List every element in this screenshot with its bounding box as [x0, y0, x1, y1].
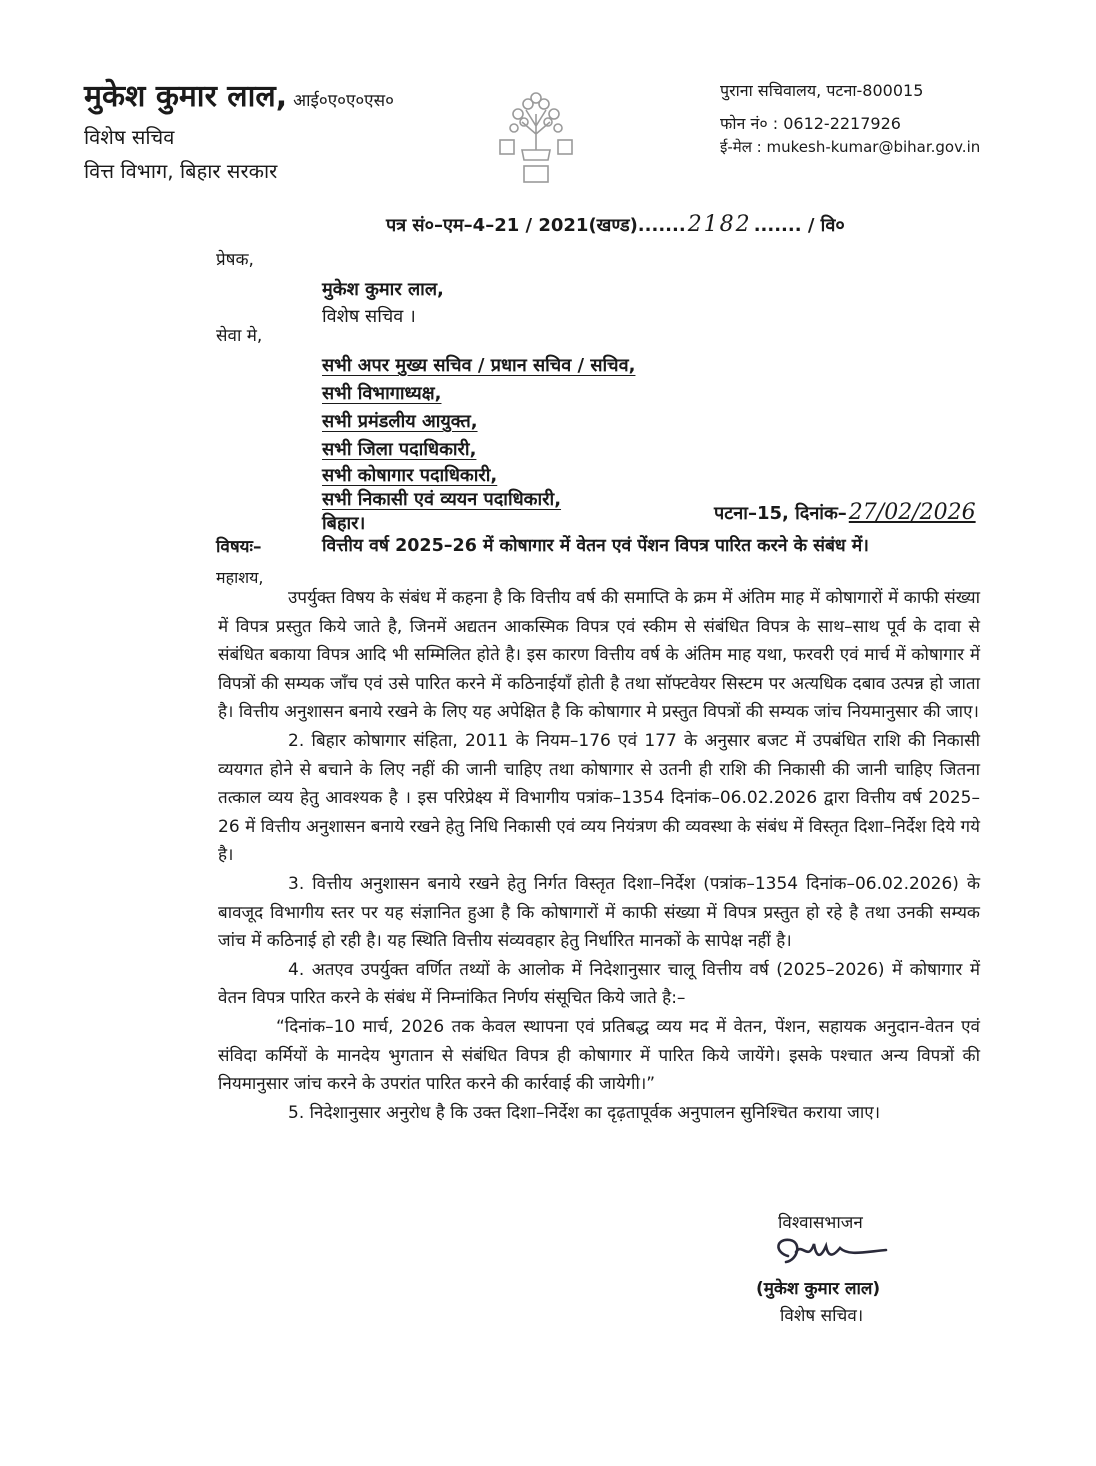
- recipient-line: सभी जिला पदाधिकारी,: [322, 439, 477, 460]
- reference-number: 2182: [687, 212, 752, 237]
- bihar-emblem-icon: [488, 84, 584, 192]
- sender-department: वित्त विभाग, बिहार सरकार: [84, 159, 278, 183]
- recipient-line: सभी प्रमंडलीय आयुक्त,: [322, 411, 478, 432]
- salutation: महाशय,: [216, 568, 264, 587]
- reference-suffix: ....... / वि०: [753, 215, 845, 236]
- letter-body: [218, 584, 980, 1127]
- quoted-decision: “दिनांक–10 मार्च, 2026 तक केवल स्थापना एवं प्रतिबद्ध व्यय मद में वेतन, पेंशन, सहायक अनुदान-वेतन एवं संविदा कर्मियों के मानदेय भुगतान से संबंधित विपत्र ही कोषागार में पारित किये जायेंगे। इसके पश्चात अन्य विपत्रों की नियमानुसार जांच करने के उपरांत पारित करने की कार्रवाई की जायेगी।”: [218, 1016, 980, 1095]
- office-phone: फोन नं० : 0612-2217926: [720, 114, 901, 133]
- recipient-line: सभी निकासी एवं व्ययन पदाधिकारी,: [322, 489, 562, 510]
- from-designation: विशेष सचिव ।: [322, 306, 416, 327]
- body-paragraph: 2. बिहार कोषागार संहिता, 2011 के नियम–176 एवं 177 के अनुसार बजट में उपबंधित राशि की निकासी व्ययगत होने से बचाने के लिए नहीं की जानी चाहिए तथा कोषागार से उतनी ही राशि की निकासी की जानी चाहिए जितना तत्काल व्यय हेतु आवश्यक है । इस परिप्रेक्ष्य में विभागीय पत्रांक–1354 दिनांक–06.02.2026 द्वारा वित्तीय वर्ष 2025–26 में वित्तीय अनुशासन बनाये रखने हेतु निधि निकासी एवं व्यय नियंत्रण की व्यवस्था के संबंध में विस्तृत दिशा–निर्देश दिये गये है।: [218, 730, 980, 866]
- sender-designation: विशेष सचिव: [84, 125, 175, 149]
- body-paragraph: 3. वित्तीय अनुशासन बनाये रखने हेतु निर्गत विस्तृत दिशा–निर्देश (पत्रांक–1354 दिनांक–06.02.2026) के बावजूद विभागीय स्तर पर यह संज्ञानित हुआ है कि कोषागारों में काफी संख्या में विपत्र प्रस्तुत हो रहे है तथा उनकी सम्यक जांच में कठिनाई हो रही है। यह स्थिति वित्तीय संव्यवहार हेतु निर्धारित मानकों के सापेक्ष नहीं है।: [218, 873, 980, 952]
- sender-qualification: आई०ए०ए०एस०: [293, 91, 394, 111]
- sender-name-text: मुकेश कुमार लाल,: [84, 79, 288, 114]
- sender-name: [84, 74, 394, 115]
- office-email: ई-मेल : mukesh-kumar@bihar.gov.in: [720, 138, 981, 156]
- valediction: विश्वासभाजन: [778, 1213, 863, 1233]
- body-paragraph: 5. निदेशानुसार अनुरोध है कि उक्त दिशा–निर्देश का दृढ़तापूर्वक अनुपालन सुनिश्चित कराया जाए।: [288, 1102, 881, 1123]
- recipient-line: बिहार।: [322, 513, 366, 534]
- place-date: [714, 500, 976, 525]
- place-date-prefix: पटना–15, दिनांक–: [714, 503, 847, 524]
- from-name: मुकेश कुमार लाल,: [322, 279, 444, 300]
- from-label: प्रेषक,: [216, 250, 254, 270]
- handwritten-signature-icon: [768, 1226, 898, 1278]
- recipient-line: सभी कोषागार पदाधिकारी,: [322, 465, 498, 486]
- body-paragraph: 4. अतएव उपर्युक्त वर्णित तथ्यों के आलोक में निदेशानुसार चालू वित्तीय वर्ष (2025–2026) में कोषागार में वेतन विपत्र पारित करने के संबंध में निम्नांकित निर्णय संसूचित किये जाते है:–: [218, 959, 980, 1009]
- signatory-designation: विशेष सचिव।: [780, 1306, 864, 1326]
- office-address: पुराना सचिवालय, पटना-800015: [720, 81, 924, 100]
- letter-date: 27/02/2026: [848, 500, 976, 525]
- subject-label: विषयः–: [216, 537, 262, 557]
- recipient-line: सभी अपर मुख्य सचिव / प्रधान सचिव / सचिव,: [322, 355, 636, 376]
- signatory-name: (मुकेश कुमार लाल): [756, 1279, 881, 1299]
- to-label: सेवा मे,: [216, 326, 263, 346]
- subject-text: वित्तीय वर्ष 2025–26 में कोषागार में वेतन एवं पेंशन विपत्र पारित करने के संबंध में।: [322, 536, 869, 556]
- body-paragraph: उपर्युक्त विषय के संबंध में कहना है कि वित्तीय वर्ष की समाप्ति के क्रम में अंतिम माह में कोषागारों में काफी संख्या में विपत्र प्रस्तुत किये जाते है, जिनमें अद्यतन आकस्मिक विपत्र एवं स्कीम से संबंधित विपत्र के साथ–साथ पूर्व के दावा से संबंधित बकाया विपत्र आदि भी सम्मिलित होते है। इस कारण वित्तीय वर्ष के अंतिम माह यथा, फरवरी एवं मार्च में कोषागार में विपत्रों की सम्यक जाँच एवं उसे पारित करने में कठिनाईयाँ होती है तथा सॉफ्टवेयर सिस्टम पर अत्यधिक दबाव उत्पन्न हो जाता है। वित्तीय अनुशासन बनाये रखने के लिए यह अपेक्षित है कि कोषागार मे प्रस्तुत विपत्रों की सम्यक जांच नियमानुसार की जाए।: [218, 588, 980, 723]
- reference-prefix: पत्र सं०–एम–4–21 / 2021(खण्ड).......: [386, 215, 686, 236]
- recipient-line: सभी विभागाध्यक्ष,: [322, 383, 442, 404]
- letter-reference: [386, 212, 845, 237]
